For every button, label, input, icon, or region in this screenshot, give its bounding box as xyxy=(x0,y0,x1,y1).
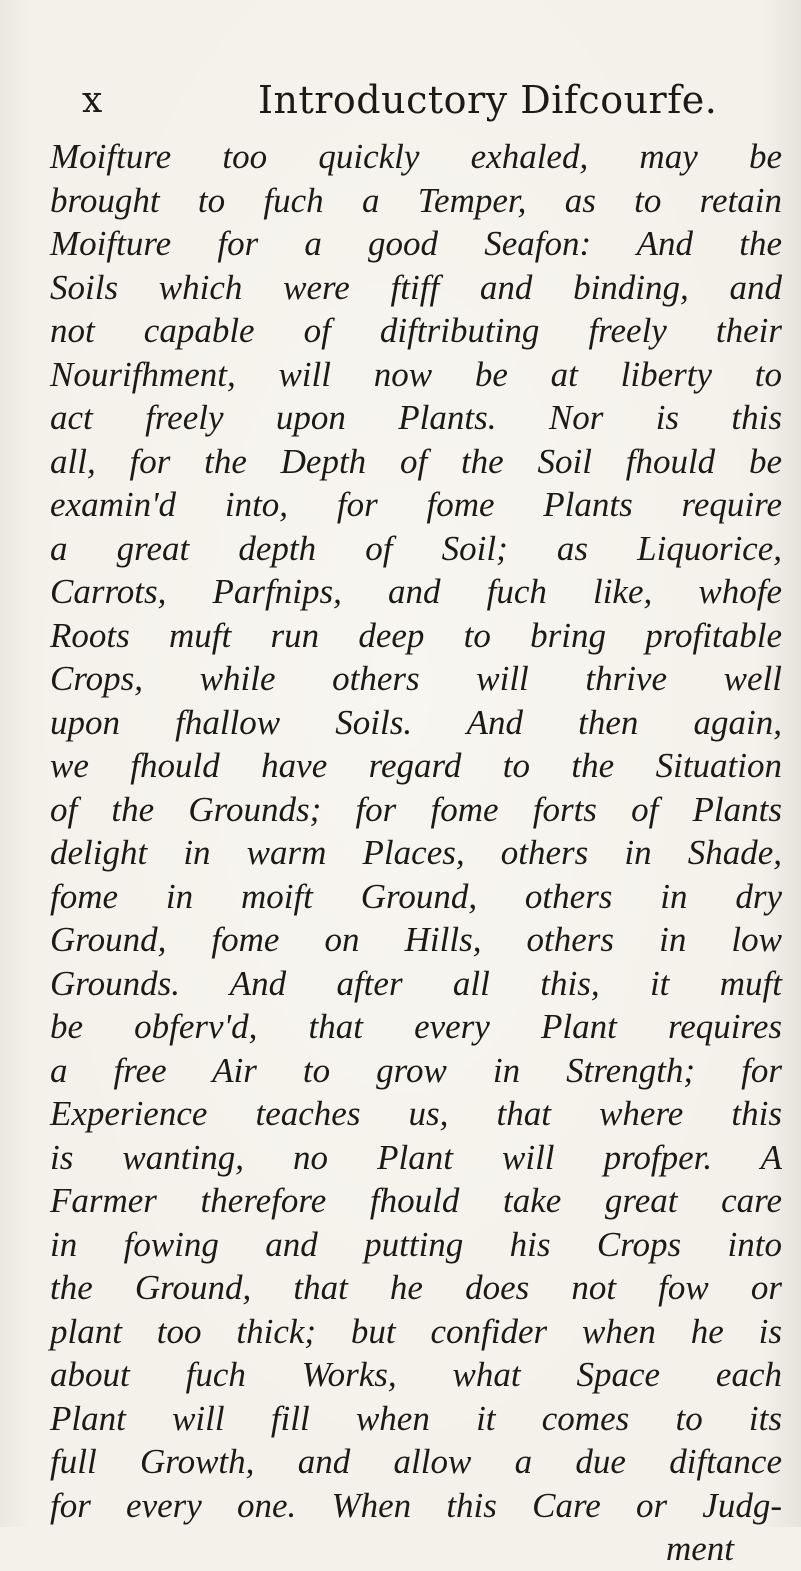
text-line: examin'd into, for fome Plants require xyxy=(50,485,782,524)
text-line: Nourifhment, will now be at liberty to xyxy=(50,354,782,394)
text-line: upon fhallow Soils. And then again, xyxy=(50,702,782,742)
text-line: Roots muft run deep to bring profitable xyxy=(50,615,782,655)
text-line: Grounds. And after all this, it muft xyxy=(50,963,782,1003)
text-line: full Growth, and allow a due diftance xyxy=(50,1442,782,1481)
text-line: Carrots, Parfnips, and fuch like, whofe xyxy=(50,572,782,611)
text-line: Experience teaches us, that where this xyxy=(50,1094,782,1133)
text-line: for every one. When this Care or Judg- xyxy=(50,1485,782,1525)
text-line: the Ground, that he does not fow or xyxy=(50,1268,782,1307)
text-line: a free Air to grow in Strength; for xyxy=(50,1050,782,1090)
text-line: Moifture for a good Seafon: And the xyxy=(50,224,782,263)
text-line: fome in moift Ground, others in dry xyxy=(50,876,782,916)
page-header xyxy=(0,70,801,130)
text-line: Crops, while others will thrive well xyxy=(50,659,782,698)
text-line: Plant will fill when it comes to its xyxy=(50,1398,782,1438)
text-line: Farmer therefore fhould take great care xyxy=(50,1181,782,1220)
catchword: ment xyxy=(665,1529,734,1568)
text-line: all, for the Depth of the Soil fhould be xyxy=(50,441,782,481)
text-line: a great depth of Soil; as Liquorice, xyxy=(50,528,782,568)
text-line: act freely upon Plants. Nor is this xyxy=(50,398,782,437)
text-line: not capable of diftributing freely their xyxy=(50,311,782,350)
text-line: Ground, fome on Hills, others in low xyxy=(50,920,782,959)
text-line: about fuch Works, what Space each xyxy=(50,1355,782,1394)
page-number: x xyxy=(82,80,104,121)
running-head: Introductory Difcourfe. xyxy=(258,78,718,122)
text-line: Moifture too quickly exhaled, may be xyxy=(50,137,782,176)
text-line: we fhould have regard to the Situation xyxy=(50,746,782,785)
text-line: is wanting, no Plant will profper. A xyxy=(50,1137,782,1177)
body-text xyxy=(50,135,782,1571)
text-line: Soils which were ftiff and binding, and xyxy=(50,267,782,307)
text-line: plant too thick; but confider when he is xyxy=(50,1311,782,1351)
text-line: of the Grounds; for fome forts of Plants xyxy=(50,789,782,829)
text-line: in fowing and putting his Crops into xyxy=(50,1224,782,1264)
text-line: brought to fuch a Temper, as to retain xyxy=(50,180,782,220)
text-line: delight in warm Places, others in Shade, xyxy=(50,833,782,872)
text-line: be obferv'd, that every Plant requires xyxy=(50,1007,782,1046)
